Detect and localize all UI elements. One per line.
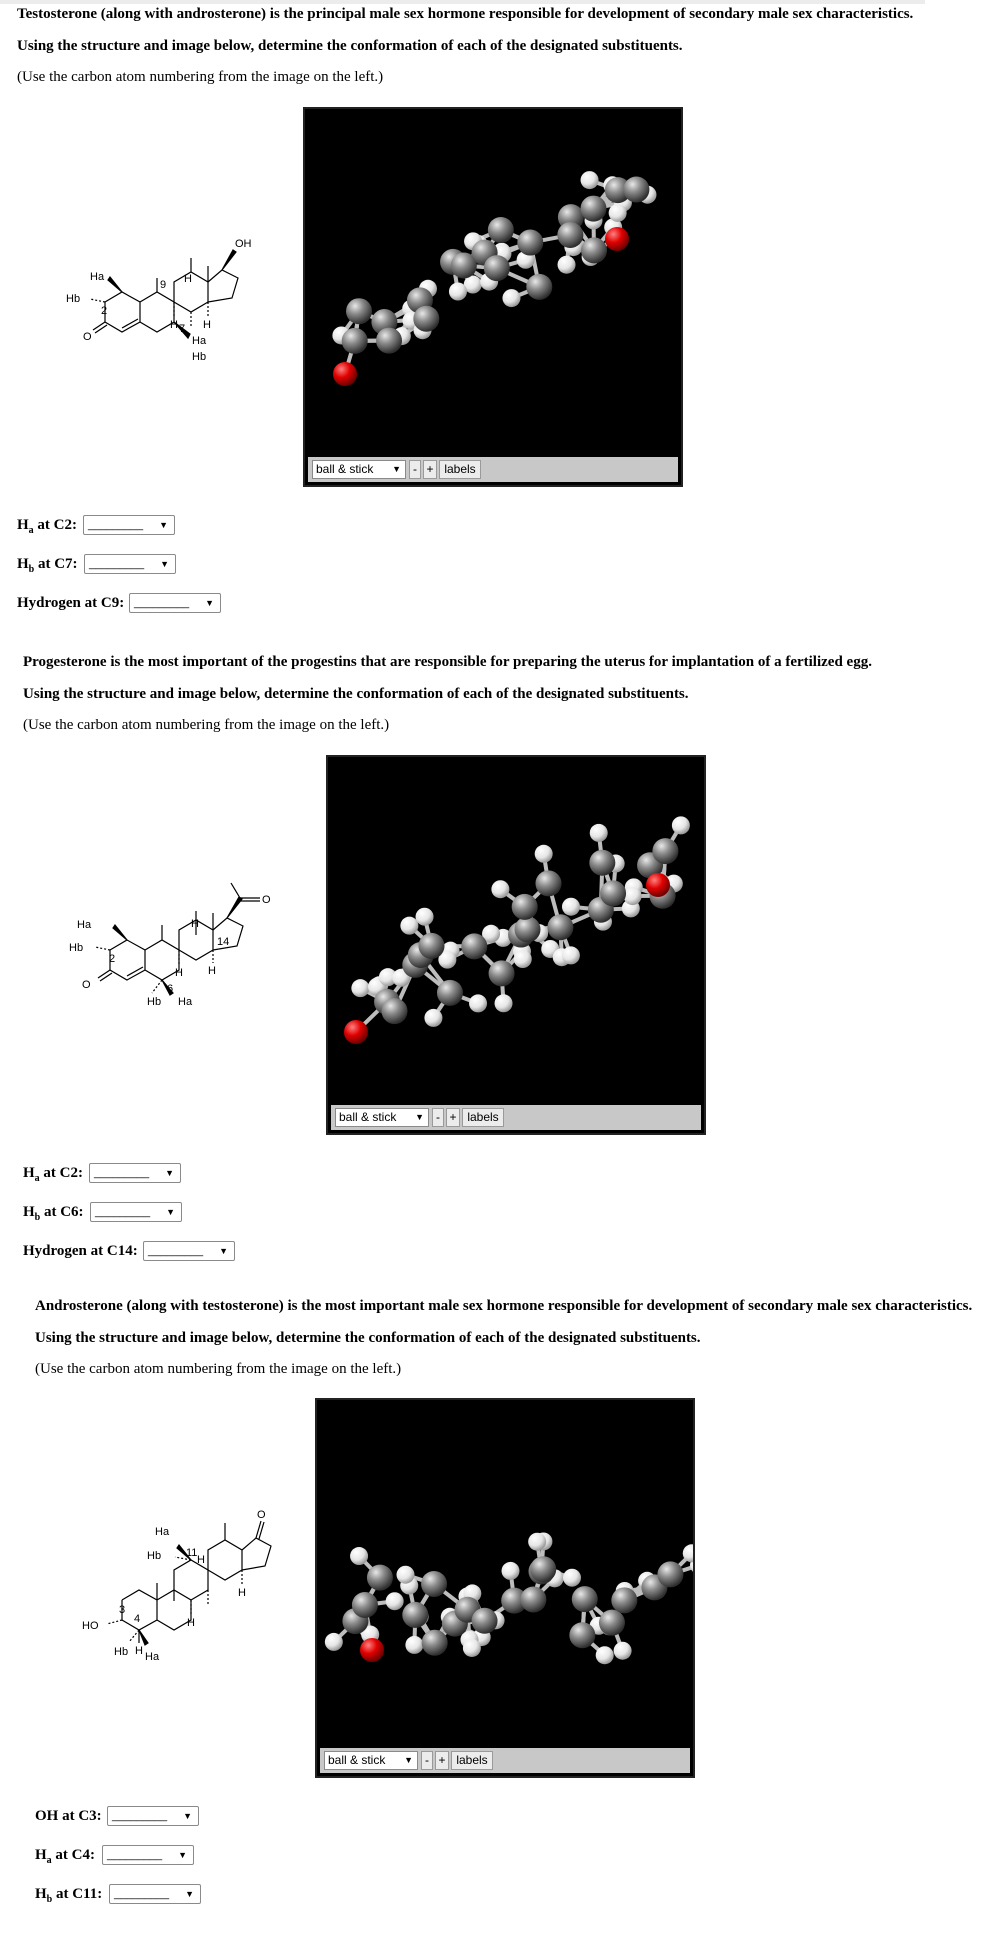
carbon-atom	[572, 1586, 598, 1612]
question-label: $H_b$ at C7:	[17, 556, 78, 575]
structure-label: Ha	[192, 335, 207, 347]
chevron-down-icon: ▼	[178, 1850, 187, 1860]
oxygen-atom	[344, 1020, 368, 1044]
structure-label: 7	[179, 323, 186, 335]
carbon-atom	[599, 1610, 625, 1636]
chevron-down-icon: ▼	[160, 559, 169, 569]
carbon-atom	[413, 306, 439, 332]
labels-button[interactable]: labels	[451, 1751, 493, 1770]
structure-label: H	[203, 319, 211, 331]
section-instruction: Using the structure and image below, determine the conformation of each of the designated substituents.	[23, 686, 689, 702]
viewer-controls	[308, 457, 678, 482]
zoom-in-button[interactable]: +	[435, 1751, 449, 1770]
carbon-atom	[382, 998, 408, 1024]
carbon-atom	[514, 916, 540, 942]
carbon-atom	[600, 880, 626, 906]
molecule-3d-viewer[interactable]	[303, 107, 683, 487]
hydrogen-atom	[624, 887, 642, 905]
structure-label: O	[257, 1509, 266, 1521]
hydrogen-atom	[463, 1639, 481, 1657]
labels-button[interactable]: labels	[462, 1108, 504, 1127]
render-mode-select[interactable]: ball & stick ▼	[312, 460, 406, 479]
hydrogen-atom	[528, 1533, 546, 1551]
carbon-atom	[472, 1608, 498, 1634]
structure-label: H	[184, 273, 192, 285]
oxygen-atom	[360, 1638, 384, 1662]
hydrogen-atom	[351, 979, 369, 997]
progesterone-structure	[65, 855, 275, 1025]
molecule-3d-model[interactable]	[305, 109, 681, 454]
hydrogen-atom	[596, 1646, 614, 1664]
hydrogen-atom	[405, 1636, 423, 1654]
zoom-in-button[interactable]: +	[446, 1108, 460, 1127]
carbon-atom	[422, 1630, 448, 1656]
answer-select[interactable]: _________ ▼	[84, 554, 176, 574]
zoom-out-button[interactable]: -	[432, 1108, 444, 1127]
hydrogen-atom	[558, 256, 576, 274]
answer-select[interactable]: _________ ▼	[102, 1845, 194, 1865]
zoom-in-button[interactable]: +	[423, 460, 437, 479]
molecule-3d-model[interactable]	[328, 757, 704, 1102]
chevron-down-icon: ▼	[165, 1168, 174, 1178]
structure-label: Ha	[155, 1526, 170, 1538]
answer-select[interactable]: _________ ▼	[90, 1202, 182, 1222]
structure-label: Hb	[66, 293, 81, 305]
hydrogen-atom	[672, 816, 690, 834]
hydrogen-atom	[563, 1569, 581, 1587]
carbon-atom	[352, 1592, 378, 1618]
top-divider	[0, 0, 925, 4]
structure-label: 4	[134, 1613, 141, 1625]
structure-label: OH	[235, 238, 252, 250]
androsterone-structure	[77, 1505, 287, 1675]
structure-label: O	[83, 331, 92, 343]
structure-label: H	[170, 319, 178, 331]
carbon-atom	[437, 980, 463, 1006]
chevron-down-icon: ▼	[415, 1112, 424, 1122]
carbon-atom	[557, 222, 583, 248]
carbon-atom	[461, 933, 487, 959]
hydrogen-atom	[386, 1592, 404, 1610]
chevron-down-icon: ▼	[166, 1207, 175, 1217]
structure-label: Hb	[69, 942, 84, 954]
viewer-controls	[320, 1748, 690, 1773]
oxygen-atom	[605, 227, 629, 251]
structure-label: Hb	[147, 1550, 162, 1562]
structure-label: Hb	[192, 351, 207, 363]
carbon-atom	[657, 1561, 683, 1587]
section-instruction: Using the structure and image below, determine the conformation of each of the designated substituents.	[17, 38, 683, 54]
hydrogen-atom	[397, 1566, 415, 1584]
carbon-atom	[484, 255, 510, 281]
carbon-atom	[376, 328, 402, 354]
carbon-atom	[535, 870, 561, 896]
section-intro: Progesterone is the most important of the progestins that are responsible for preparing the uterus for implantation of a fertilized egg.	[23, 654, 872, 670]
carbon-atom	[623, 176, 649, 202]
hydrogen-atom	[502, 1562, 520, 1580]
answer-select[interactable]: _________ ▼	[83, 515, 175, 535]
hydrogen-atom	[609, 204, 627, 222]
structure-label: O	[82, 979, 91, 991]
hydrogen-atom	[350, 1547, 368, 1565]
question-label: $H_b$ at C6:	[23, 1204, 84, 1223]
answer-select[interactable]: _________ ▼	[129, 593, 221, 613]
structure-label: Ha	[90, 271, 105, 283]
hydrogen-atom	[502, 289, 520, 307]
carbon-atom	[652, 838, 678, 864]
carbon-atom	[580, 196, 606, 222]
carbon-atom	[526, 274, 552, 300]
structure-label: H	[187, 1617, 195, 1629]
section-instruction: Using the structure and image below, determine the conformation of each of the designated substituents.	[35, 1330, 701, 1346]
structure-label: 2	[101, 305, 108, 317]
molecule-3d-viewer[interactable]	[326, 755, 706, 1135]
carbon-atom	[611, 1587, 637, 1613]
chevron-down-icon: ▼	[183, 1811, 192, 1821]
section-intro: Testosterone (along with androsterone) is the principal male sex hormone responsible for development of secondary male sex characteristics.	[17, 6, 914, 22]
structure-label: HO	[82, 1620, 99, 1632]
hydrogen-atom	[562, 946, 580, 964]
carbon-atom	[489, 960, 515, 986]
answer-select[interactable]: _________ ▼	[109, 1884, 201, 1904]
hydrogen-atom	[424, 1009, 442, 1027]
hydrogen-atom	[325, 1633, 343, 1651]
question-label: $H_a$ at C2:	[17, 517, 77, 536]
hydrogen-atom	[535, 845, 553, 863]
structure-label: Ha	[77, 919, 92, 931]
question-label: Hydrogen at C14:	[23, 1243, 138, 1259]
zoom-out-button[interactable]: -	[421, 1751, 433, 1770]
hydrogen-atom	[614, 1642, 632, 1660]
chevron-down-icon: ▼	[219, 1246, 228, 1256]
testosterone-structure	[60, 222, 260, 392]
molecule-3d-viewer[interactable]	[315, 1398, 695, 1778]
section-note: (Use the carbon atom numbering from the image on the left.)	[23, 717, 390, 733]
hydrogen-atom	[449, 282, 467, 300]
structure-label: H	[238, 1587, 246, 1599]
carbon-atom	[367, 1565, 393, 1591]
render-mode-select[interactable]: ball & stick ▼	[324, 1751, 418, 1770]
structure-label: 6	[167, 983, 174, 995]
hydrogen-atom	[514, 950, 532, 968]
structure-label: O	[262, 894, 271, 906]
carbon-atom	[346, 298, 372, 324]
structure-label: H	[135, 1645, 143, 1657]
structure-label: 14	[217, 936, 230, 948]
carbon-atom	[547, 914, 573, 940]
render-mode-select[interactable]: ball & stick ▼	[335, 1108, 429, 1127]
carbon-atom	[402, 1602, 428, 1628]
hydrogen-atom	[590, 824, 608, 842]
molecule-3d-model[interactable]	[317, 1400, 693, 1745]
labels-button[interactable]: labels	[439, 460, 481, 479]
carbon-atom	[581, 237, 607, 263]
oxygen-atom	[646, 873, 670, 897]
section-note: (Use the carbon atom numbering from the image on the left.)	[17, 69, 384, 85]
question-label: Hydrogen at C9:	[17, 595, 125, 611]
hydrogen-atom	[581, 171, 599, 189]
hydrogen-atom	[400, 917, 418, 935]
chevron-down-icon: ▼	[185, 1889, 194, 1899]
chevron-down-icon: ▼	[404, 1755, 413, 1765]
carbon-atom	[342, 328, 368, 354]
answer-select[interactable]: _________ ▼	[107, 1806, 199, 1826]
carbon-atom	[512, 894, 538, 920]
question-label: $H_b$ at C11:	[35, 1886, 103, 1905]
carbon-atom	[589, 850, 615, 876]
question-label: $H_a$ at C4:	[35, 1847, 95, 1866]
structure-label: Ha	[145, 1651, 160, 1663]
viewer-controls	[331, 1105, 701, 1130]
chevron-down-icon: ▼	[205, 598, 214, 608]
answer-select[interactable]: _________ ▼	[143, 1241, 235, 1261]
carbon-atom	[530, 1556, 556, 1582]
oxygen-atom	[333, 362, 357, 386]
structure-label: H	[208, 965, 216, 977]
carbon-atom	[421, 1571, 447, 1597]
hydrogen-atom	[491, 880, 509, 898]
question-label: OH at C3:	[35, 1808, 102, 1824]
answer-select[interactable]: _________ ▼	[89, 1163, 181, 1183]
structure-label: 2	[109, 953, 116, 965]
chevron-down-icon: ▼	[159, 520, 168, 530]
carbon-atom	[488, 217, 514, 243]
carbon-atom	[419, 933, 445, 959]
zoom-out-button[interactable]: -	[409, 460, 421, 479]
hydrogen-atom	[416, 908, 434, 926]
hydrogen-atom	[495, 994, 513, 1012]
carbon-atom	[517, 230, 543, 256]
chevron-down-icon: ▼	[392, 464, 401, 474]
section-note: (Use the carbon atom numbering from the image on the left.)	[35, 1361, 402, 1377]
hydrogen-atom	[469, 994, 487, 1012]
structure-label: H	[191, 918, 199, 930]
structure-label: H	[197, 1554, 205, 1566]
carbon-atom	[520, 1586, 546, 1612]
structure-label: Hb	[114, 1646, 129, 1658]
structure-label: Ha	[178, 996, 193, 1008]
question-label: $H_a$ at C2:	[23, 1165, 83, 1184]
structure-label: 3	[119, 1604, 126, 1616]
structure-label: Hb	[147, 996, 162, 1008]
structure-label: 9	[160, 279, 167, 291]
structure-label: H	[175, 967, 183, 979]
structure-label: 11	[186, 1547, 198, 1559]
hydrogen-atom	[562, 898, 580, 916]
section-intro: Androsterone (along with testosterone) is the most important male sex hormone responsible for development of secondary male sex characteristics.	[35, 1298, 973, 1314]
carbon-atom	[569, 1622, 595, 1648]
